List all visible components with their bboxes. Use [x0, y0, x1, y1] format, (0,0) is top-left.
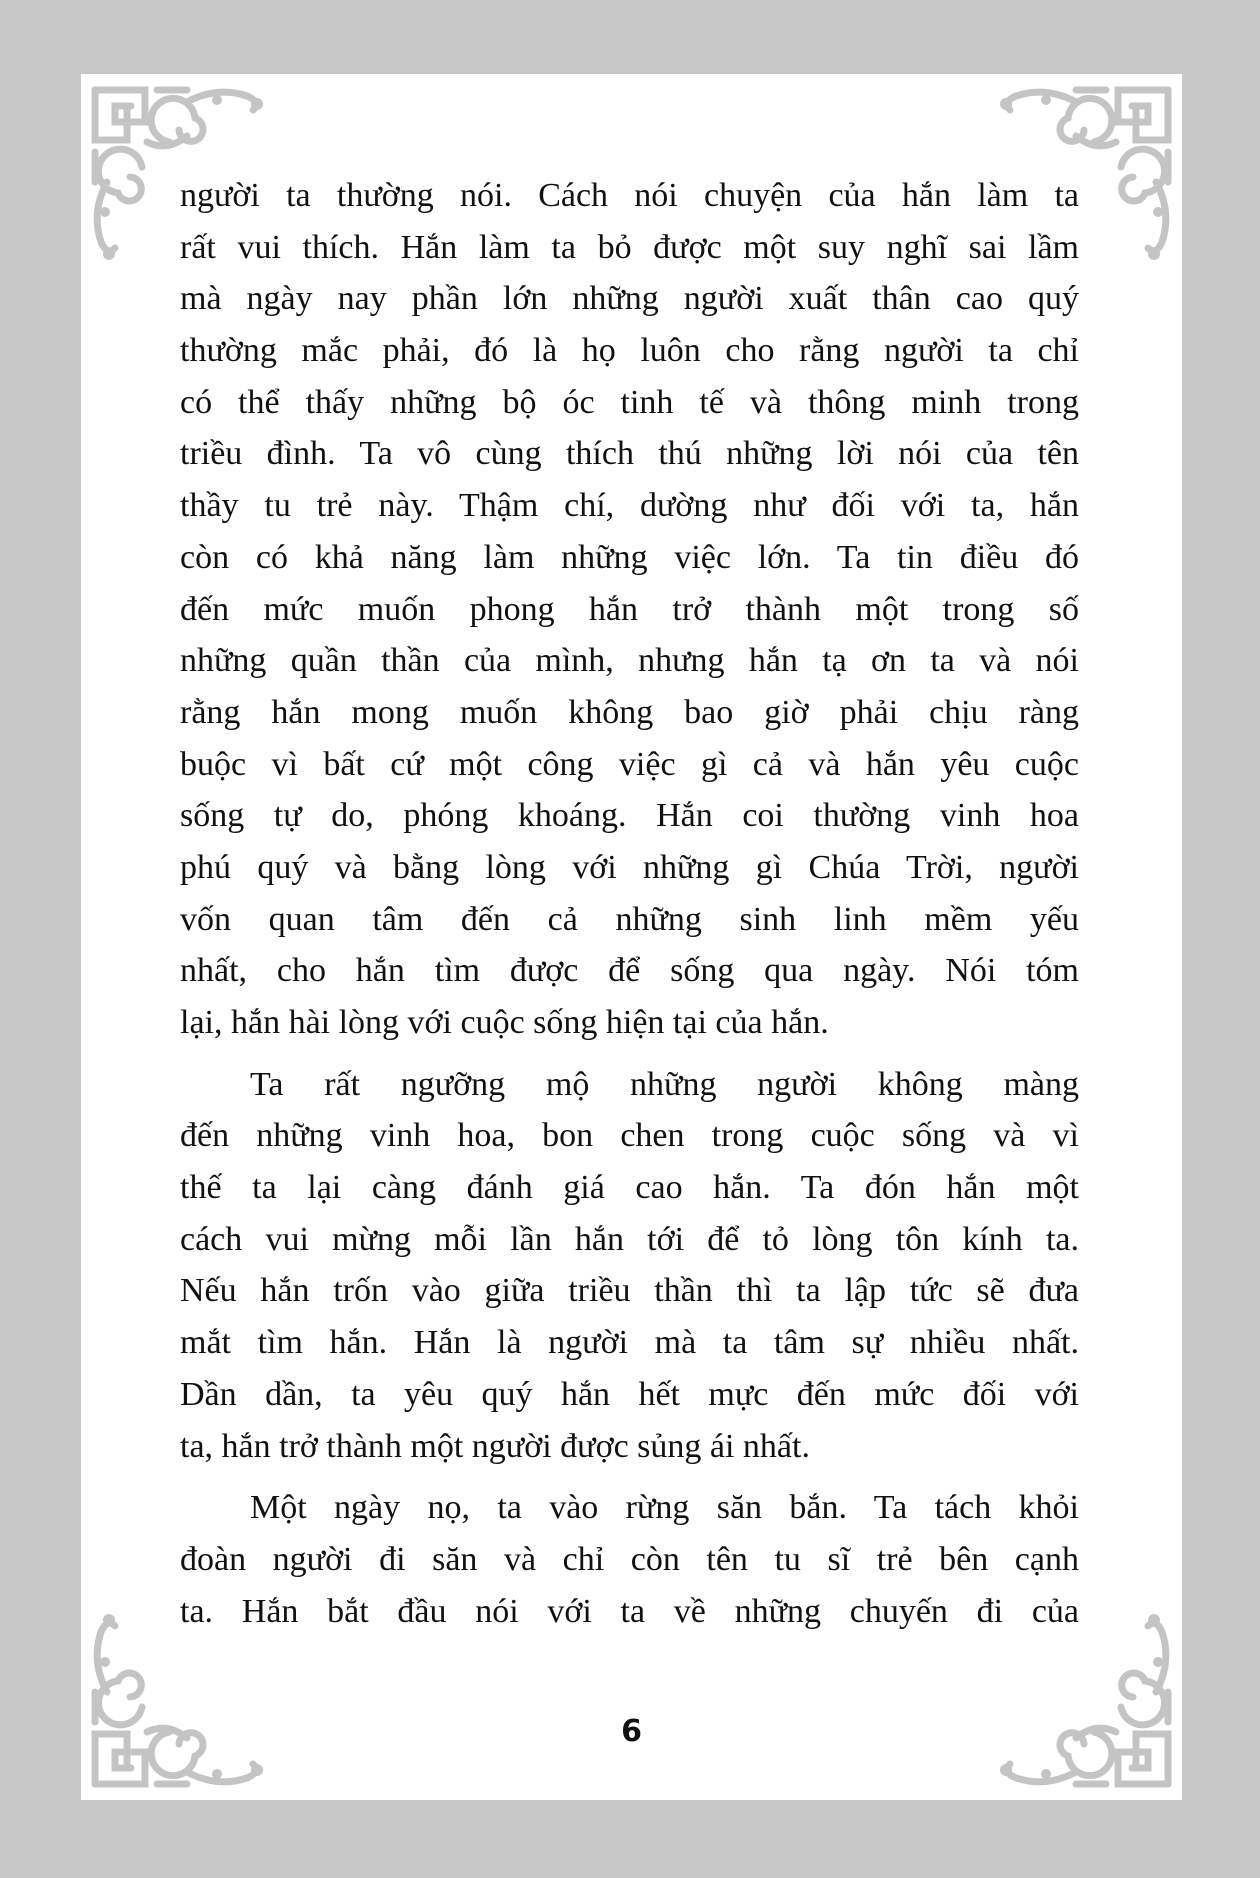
text-line: thầy tu trẻ này. Thậm chí, dường như đối với ta, hắn	[180, 487, 1079, 525]
text-line: ta, hắn trở thành một người được sủng ái nhất.	[180, 1427, 810, 1465]
text-line: thế ta lại càng đánh giá cao hắn. Ta đón hắn một	[180, 1169, 1079, 1207]
text-line: nhất, cho hắn tìm được để sống qua ngày. Nói tóm	[180, 952, 1079, 990]
text-line: mắt tìm hắn. Hắn là người mà ta tâm sự nhiều nhất.	[180, 1324, 1079, 1362]
text-line: vốn quan tâm đến cả những sinh linh mềm yếu	[180, 900, 1079, 938]
paragraph	[180, 1059, 1079, 1473]
text-line: phú quý và bằng lòng với những gì Chúa Trời, người	[180, 848, 1079, 886]
text-line: người ta thường nói. Cách nói chuyện của hắn làm ta	[180, 177, 1079, 214]
text-line: lại, hắn hài lòng với cuộc sống hiện tại của hắn.	[180, 1004, 829, 1041]
text-line: Dần dần, ta yêu quý hắn hết mực đến mức đối với	[180, 1375, 1079, 1413]
text-line: đến những vinh hoa, bon chen trong cuộc sống và vì	[180, 1117, 1079, 1155]
text-line: Ta rất ngưỡng mộ những người không màng	[250, 1065, 1079, 1103]
text-line: mà ngày nay phần lớn những người xuất thân cao quý	[180, 280, 1079, 318]
text-line: triều đình. Ta vô cùng thích thú những lời nói của tên	[180, 435, 1079, 473]
book-page	[81, 74, 1182, 1800]
paragraph	[180, 170, 1079, 1049]
page-number: 6	[621, 1714, 642, 1749]
text-line: đoàn người đi săn và chỉ còn tên tu sĩ trẻ bên cạnh	[180, 1540, 1079, 1578]
text-line: sống tự do, phóng khoáng. Hắn coi thường vinh hoa	[180, 797, 1079, 835]
text-line: rất vui thích. Hắn làm ta bỏ được một suy nghĩ sai lầm	[180, 228, 1079, 266]
text-line: ta. Hắn bắt đầu nói với ta về những chuyến đi của	[180, 1592, 1079, 1630]
text-line: buộc vì bất cứ một công việc gì cả và hắn yêu cuộc	[180, 745, 1079, 783]
text-line: những quần thần của mình, nhưng hắn tạ ơn ta và nói	[180, 642, 1079, 680]
body-text	[180, 170, 1079, 1647]
paragraph	[180, 1482, 1079, 1637]
text-line: còn có khả năng làm những việc lớn. Ta tin điều đó	[180, 538, 1079, 576]
text-line: cách vui mừng mỗi lần hắn tới để tỏ lòng tôn kính ta.	[180, 1220, 1079, 1258]
text-line: rằng hắn mong muốn không bao giờ phải chịu ràng	[180, 693, 1079, 731]
text-line: Nếu hắn trốn vào giữa triều thần thì ta lập tức sẽ đưa	[180, 1272, 1079, 1310]
text-line: có thể thấy những bộ óc tinh tế và thông minh trong	[180, 383, 1079, 421]
text-line: đến mức muốn phong hắn trở thành một trong số	[180, 590, 1079, 628]
text-line: Một ngày nọ, ta vào rừng săn bắn. Ta tách khỏi	[250, 1489, 1079, 1527]
text-line: thường mắc phải, đó là họ luôn cho rằng người ta chỉ	[180, 332, 1079, 370]
